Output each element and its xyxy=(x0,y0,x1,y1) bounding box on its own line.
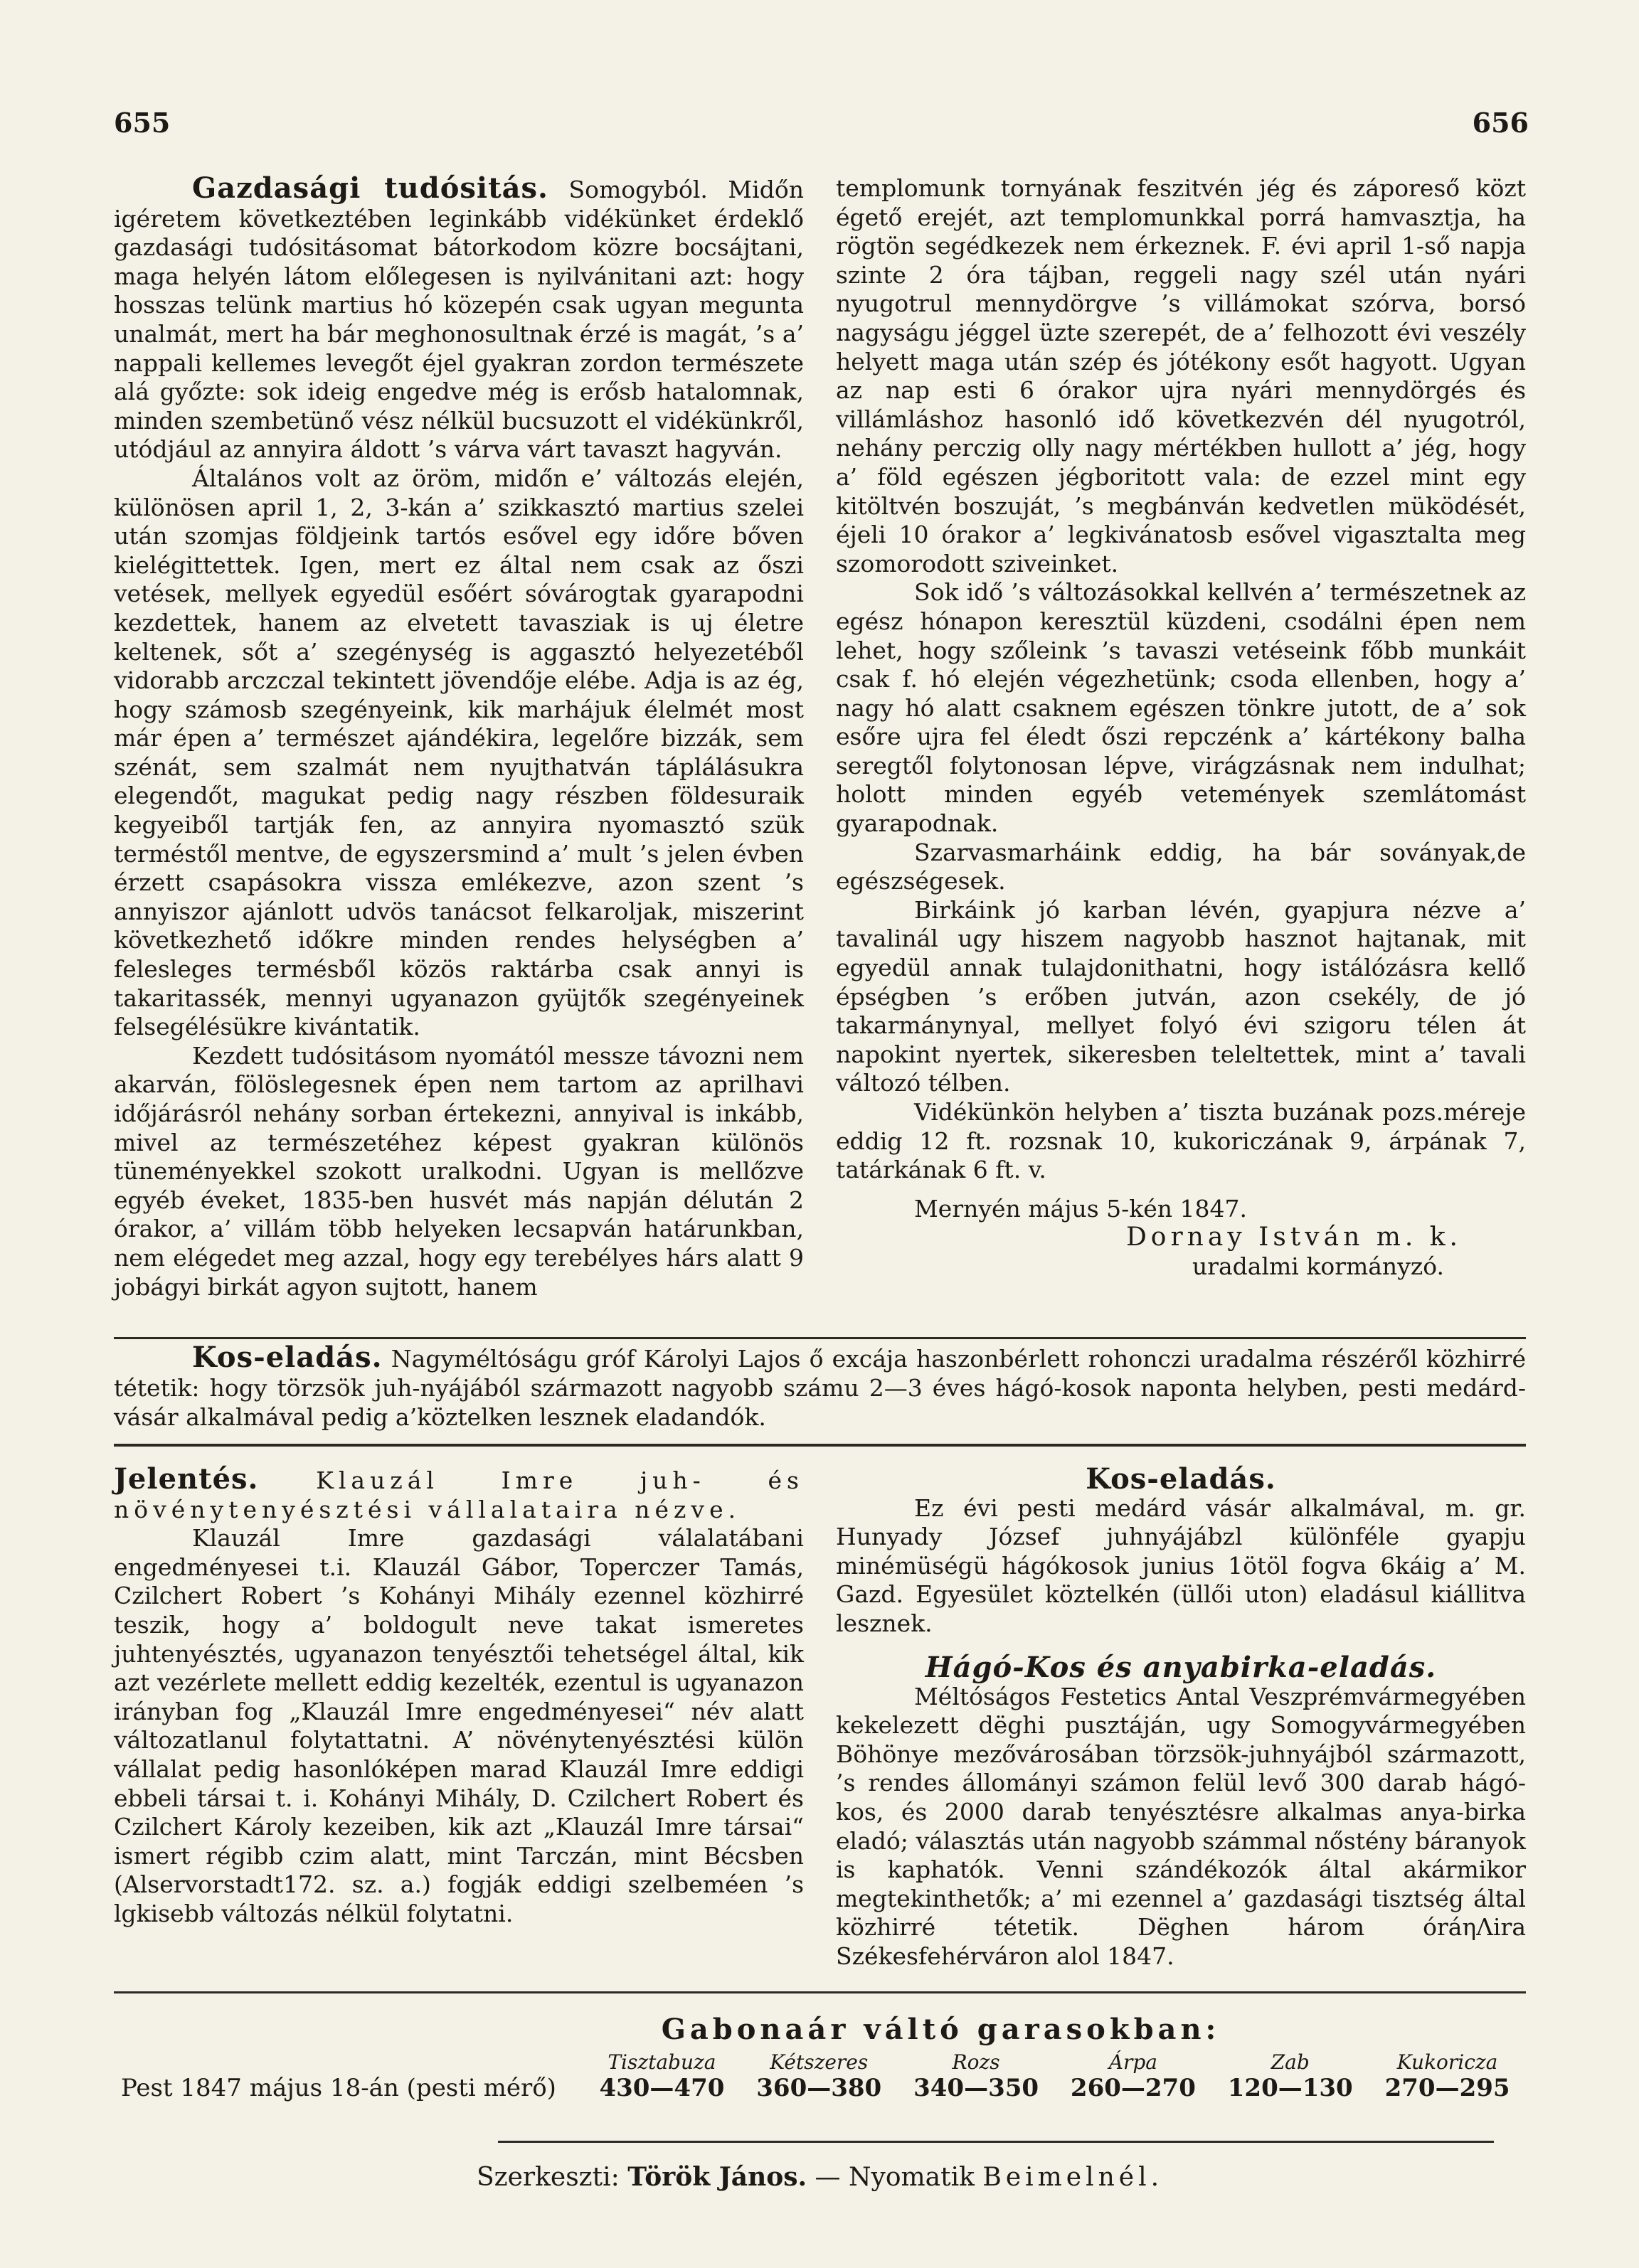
page-number-right: 656 xyxy=(1472,107,1529,139)
price-header: Árpa xyxy=(1108,2050,1158,2074)
notice-title: Hágó-Kos és anyabirka-eladás. xyxy=(925,1651,1437,1684)
article-paragraph-7: Birkáink jó karban lévén, gyapjura nézve a’ tavalinál ugy hiszem nagyobb hasznot hajtanak, mit egyedül annak tulajdonithatni, hogy istálózásra kellő épségben ’s erőben jutván, azon csekély, de jó takarmánynyal, mellyet folyó évi szigoru télen át napokint nyertek, sikeresben teleltettek, mint a’ tavali változó télben. xyxy=(836,895,1526,1097)
article-column-left xyxy=(114,171,804,1301)
imprint xyxy=(114,2162,1526,2192)
price-grid xyxy=(114,2050,1526,2102)
notice-text: Nagyméltóságu gróf Károlyi Lajos ő excája haszonbérlett rohonczi uradalma részéről közhirré tétetik: hogy törzsök juh-nyájából származott nagyobb számu 2—3 éves hágó-kosok naponta helyben, pesti medárd-vásár alkalmával pedig a’köztelken lesznek eladandók. xyxy=(114,1345,1526,1431)
notice-text: Ez évi pesti medárd vásár alkalmával, m. gr. Hunyady József juhnyájábzl különféle gyapju minémüségü hágókosok junius 1ötöl fogva 6káig a’ M. Gazd. Egyesület köztelkén (üllői uton) eladásul kiállitva lesznek. xyxy=(836,1494,1526,1637)
signer-title: uradalmi kormányzó. xyxy=(1192,1252,1444,1280)
price-header: Kétszeres xyxy=(770,2050,869,2074)
notice-subtitle: Klauzál Imre juh- és növénytenyésztési vállalataira nézve. xyxy=(114,1466,804,1523)
editor-name: Török János. xyxy=(627,2162,807,2192)
divider xyxy=(498,2141,1494,2143)
imprint-separator: — xyxy=(815,2163,841,2192)
price-header: Rozs xyxy=(952,2050,1000,2074)
notice-text: Klauzál Imre gazdasági válalatábani engedményesei t.i. Klauzál Gábor, Toperczer Tamás, Czilchert Robert ’s Kohányi Mihály ezennel közhirré teszik, hogy a’ boldogult neve takat ismeretes juhtenyésztés, ugyanazon tenyésztői tehetségel által, kik azt vezérlete mellett eddig kezelték, ezentul is ugyanazon irányban fog „Klauzál Imre engedményesei“ név alatt változatlanul folytattatni. A’ növénytenyésztési külön vállalat pedig hasonlóképen marad Klauzál Imre eddigi ebbeli társai t. i. Kohányi Mihály, D. Czilchert Robert és Czilchert Károly kezeiben, kik azt „Klauzál Imre társai“ ismert régibb czim alatt, mint Tarczán, mint Bécsben (Alservorstadt172. sz. a.) fogják eddigi szelbeméen ’s lgkisebb változás nélkül folytatni. xyxy=(114,1524,804,1927)
article-paragraph-1: Somogyból. Midőn igéretem következtében leginkább vidékünket érdeklő gazdasági tudósitásomat bátorkodom közre bocsájtani, maga helyén látom előlegesen is nyilvánitani azt: hogy hosszas telünk martius hó közepén csak ugyan megunta unalmát, mert ha bár meghonosultnak érzé is magát, ’s a’ nappali kellemes levegőt éjel gyakran zordon természete alá győzte: sok ideig engedve még is erősb hatalomnak, minden szembetünő vész nélkül bucsuzott el vidékünkről, utódjául az annyira áldott ’s várva várt tavaszt hagyván. xyxy=(114,176,804,464)
notice-text: Méltóságos Festetics Antal Veszprémvármegyében kekelezett dëghi pusztáján, ugy Somogyvármegyében Böhönye mezővárosában törzsök-juhnyájból származott, ’s rendes állományi számon felül levő 300 darab hágó-kos, és 2000 darab tenyésztésre alkalmas anya-birka eladó; választás után nagyobb számmal nőstény báranyok is kaphatók. Venni szándékozók által akármikor megtekinthetők; a’ mi ezennel a’ gazdasági tisztség által közhirré tétetik. Dëghen három óráηΛira Székesfehérváron alol 1847. xyxy=(836,1682,1526,1970)
price-header: Tisztabuza xyxy=(608,2050,716,2074)
grain-price-table xyxy=(114,2013,1526,2102)
divider xyxy=(114,1337,1526,1339)
notice-kos-eladas-rohoncz xyxy=(114,1343,1526,1432)
price-value: 340—350 xyxy=(913,2074,1039,2102)
article-signature xyxy=(836,1223,1526,1252)
notice-hago-kos xyxy=(836,1651,1526,1971)
price-header-row xyxy=(114,2050,1526,2074)
divider xyxy=(114,1444,1526,1447)
article-paragraph-8: Vidékünkön helyben a’ tiszta buzának pozs.méreje eddig 12 ft. rozsnak 10, kukoriczának 9, árpának 7, tatárkának 6 ft. v. xyxy=(836,1098,1526,1184)
printer-name: Beimelnél. xyxy=(982,2163,1164,2192)
article-paragraph-2: Általános volt az öröm, midőn e’ változás elején, különösen april 1, 2, 3-kán a’ szikkasztó martius szelei után szomjas földjeink tartós esővel egy időre bőven kielégittettek. Igen, mert ez által nem csak az őszi vetések, mellyek egyedül esőért sóvárogtak gyarapodni kezdettek, hanem az elvetett tavasziak is uj életre keltenek, sőt a’ szegénység is aggasztó helyezetéből vidorabb arczczal tekintett jövendője elébe. Adja is az ég, hogy számosb szegényeink, kik marhájuk élelmét most már épen a’ természet ajándékira, legelőre bizzák, sem szénát, sem szalmát nem nyujthatván táplálásukra elegendőt, magukat pedig nagy részben földesuraik kegyeiből tartják fen, az annyira nyomasztó szük terméstől mentve, de egyszersmind a’ mult ’s jelen évben érzett csapásokra vissza emlékezve, azon szent ’s annyiszor ajánlott udvös tanácsot felkaroljak, miszerint következhető időkre minden rendes helységben a’ felesleges termésből közös raktárba csak annyi is takaritassék, mennyi ugyanazon gyüjtők szegényeinek felsegélésükre kivántatik. xyxy=(114,464,804,1041)
notice-title: Kos-eladás. xyxy=(192,1341,383,1374)
price-value: 270—295 xyxy=(1384,2074,1510,2102)
article-intro xyxy=(114,171,804,464)
notice-title: Jelentés. xyxy=(114,1462,259,1496)
divider xyxy=(114,1991,1526,1993)
price-header: Kukoricza xyxy=(1396,2050,1498,2074)
price-place-date: Pest 1847 május 18-án (pesti mérő) xyxy=(121,2074,556,2102)
signer-name: Dornay István m. k. xyxy=(1125,1223,1462,1252)
price-header: Zab xyxy=(1271,2050,1310,2074)
notice-kos-eladas-hunyady xyxy=(836,1462,1526,1639)
price-value-row xyxy=(114,2074,1526,2102)
article-dateline: Mernyén május 5-kén 1847. xyxy=(914,1194,1248,1223)
article-paragraph-6: Szarvasmarháink eddig, ha bár soványak,de egészségesek. xyxy=(836,838,1526,895)
price-value: 360—380 xyxy=(756,2074,882,2102)
article-paragraph-3: Kezdett tudósitásom nyomától messze távozni nem akarván, fölöslegesnek épen nem tartom az aprilhavi időjárásról nehány sorban értekezni, annyival is inkább, mivel az természetéhez képest gyakran különös tüneményekkel szokott uralkodni. Ugyan is mellőzve egyéb éveket, 1835-ben husvét más napján délután 2 órakor, a’ villám több helyeken lecsapván határunkban, nem elégedet meg azzal, hogy egy terebélyes hárs alatt 9 jobágyi birkát agyon sujtott, hanem xyxy=(114,1041,804,1301)
article-title: Gazdasági tudósitás. xyxy=(192,171,548,205)
editor-label: Szerkeszti: xyxy=(476,2163,620,2192)
page-number-left: 655 xyxy=(114,107,171,139)
price-title: Gabonaár váltó garasokban: xyxy=(661,2013,1221,2046)
price-value: 260—270 xyxy=(1070,2074,1196,2102)
price-value: 430—470 xyxy=(599,2074,725,2102)
printer-label: Nyomatik xyxy=(849,2163,975,2192)
article-paragraph-5: Sok idő ’s változásokkal kellvén a’ természetnek az egész hónapon keresztül küzdeni, csodálni épen nem lehet, hogy szőleink ’s tavaszi vetéseink főbb munkáit csak f. hó elején végezhetünk; csoda ellenben, hogy a’ nagy hó alatt csaknem egészen tönkre jutott, de a’ sok esőre ujra fel éledt őszi repczénk a’ kártékony balha seregtől folytonosan lépve, virágzásnak nem indulhat; holott minden egyéb vetemények szemlátomást gyarapodnak. xyxy=(836,578,1526,838)
price-value: 120—130 xyxy=(1227,2074,1353,2102)
notice-title: Kos-eladás. xyxy=(1086,1462,1276,1496)
article-column-right xyxy=(836,174,1526,1282)
article-paragraph-4: templomunk tornyának feszitvén jég és záporeső közt égető erejét, azt templomunkkal porrá hamvasztja, ha rögtön segédkezek nem érkeznek. F. évi april 1-ső napja szinte 2 óra tájban, reggeli nagy szél után nyári nyugotrul mennydörgve ’s villámokat szórva, borsó nagyságu jéggel üzte szerepét, de a’ felhozott évi veszély helyett maga után szép és jótékony esőt hagyott. Ugyan az nap esti 6 órakor ujra nyári mennydörgés és villámláshoz hasonló idő következvén dél nyugotról, nehány perczig olly nagy mértékben hullott a’ jég, hogy a’ föld egészen jégboritott vala: de ezzel mint egy kitöltvén boszuját, ’s megbánván kedvetlen müködését, éjeli 10 órakor a’ legkivánatosb esővel vigasztalta meg szomorodott sziveinket. xyxy=(836,174,1526,577)
notice-jelentes xyxy=(114,1462,804,1929)
